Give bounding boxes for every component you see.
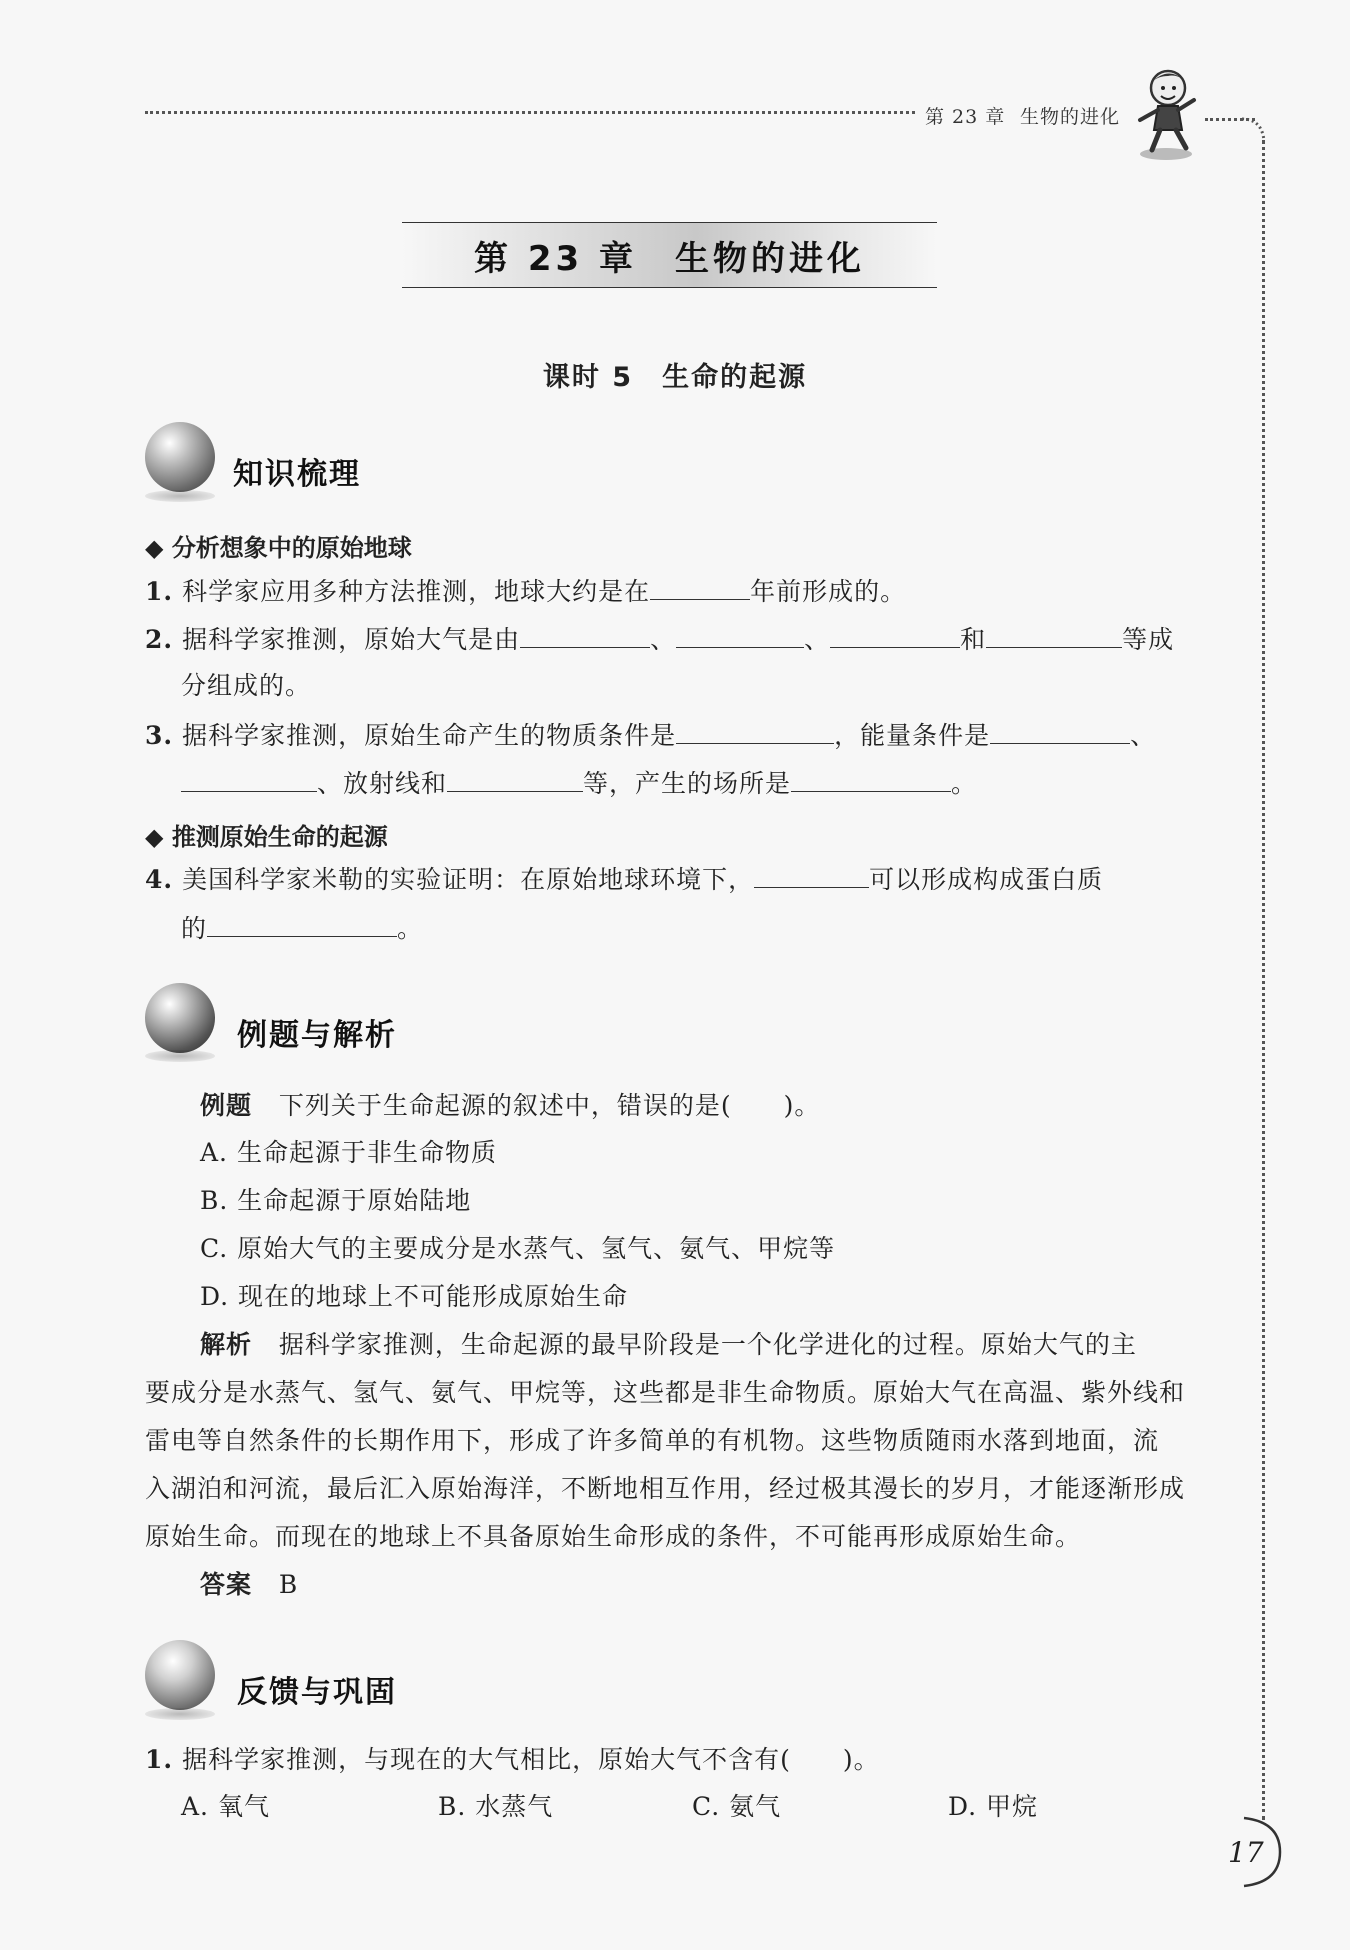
globe-icon bbox=[145, 422, 215, 492]
topic-heading-primitive-earth: ◆ 分析想象中的原始地球 bbox=[145, 534, 412, 562]
example-option-a: A. 生命起源于非生命物质 bbox=[200, 1138, 497, 1167]
question-text: 据科学家推测，与现在的大气相比，原始大气不含有( )。 bbox=[182, 1745, 880, 1774]
analysis-line-2: 要成分是水蒸气、氢气、氨气、甲烷等，这些都是非生命物质。原始大气在高温、紫外线和 bbox=[145, 1378, 1186, 1407]
running-header-title: 生物的进化 bbox=[1020, 106, 1121, 128]
question-text: 、放射线和 bbox=[317, 769, 448, 798]
question-2 bbox=[145, 624, 1174, 655]
answer-blank[interactable] bbox=[986, 624, 1122, 648]
analysis-label: 解析 bbox=[200, 1330, 253, 1359]
globe-shadow bbox=[145, 1708, 215, 1720]
chapter-title: 第 23 章 生物的进化 bbox=[474, 238, 865, 279]
answer-blank[interactable] bbox=[830, 624, 960, 648]
example-stem bbox=[200, 1091, 820, 1121]
question-4 bbox=[145, 864, 1103, 895]
example-option-c: C. 原始大气的主要成分是水蒸气、氢气、氨气、甲烷等 bbox=[200, 1234, 836, 1263]
section-title-knowledge: 知识梳理 bbox=[233, 457, 361, 492]
example-label: 例题 bbox=[200, 1091, 253, 1120]
answer-blank[interactable] bbox=[207, 913, 397, 937]
example-option-d: D. 现在的地球上不可能形成原始生命 bbox=[200, 1282, 629, 1311]
separator: 和 bbox=[960, 625, 987, 654]
example-question: 下列关于生命起源的叙述中，错误的是( )。 bbox=[278, 1091, 821, 1120]
example-option-b: B. 生命起源于原始陆地 bbox=[200, 1186, 472, 1215]
question-text: 。 bbox=[397, 914, 424, 943]
answer-blank[interactable] bbox=[791, 768, 951, 792]
answer-value: B bbox=[278, 1570, 299, 1599]
section-title-examples: 例题与解析 bbox=[237, 1018, 397, 1053]
topic-heading-origin-of-life: ◆ 推测原始生命的起源 bbox=[145, 823, 388, 851]
feedback-question-1 bbox=[145, 1745, 880, 1775]
question-text: 据科学家推测，原始生命产生的物质条件是 bbox=[182, 721, 677, 750]
answer-blank[interactable] bbox=[181, 768, 317, 792]
running-header-chapter: 第 23 章 bbox=[925, 106, 1006, 128]
answer-blank[interactable] bbox=[447, 768, 583, 792]
question-number: 1. bbox=[145, 577, 174, 606]
question-3-continued bbox=[181, 768, 977, 799]
analysis-line-5: 原始生命。而现在的地球上不具备原始生命形成的条件，不可能再形成原始生命。 bbox=[145, 1522, 1082, 1551]
question-3 bbox=[145, 720, 1156, 751]
lesson-title: 课时 5 生命的起源 bbox=[542, 362, 808, 393]
answer-blank[interactable] bbox=[676, 624, 804, 648]
question-text: 。 bbox=[951, 769, 978, 798]
question-text: 等成 bbox=[1122, 625, 1175, 654]
question-text: 美国科学家米勒的实验证明：在原始地球环境下， bbox=[182, 865, 755, 894]
question-text: 的 bbox=[181, 914, 208, 943]
header-dotted-rule bbox=[145, 111, 915, 114]
globe-icon bbox=[145, 983, 215, 1053]
question-number: 4. bbox=[145, 865, 174, 894]
question-number: 1. bbox=[145, 1745, 174, 1774]
answer-blank[interactable] bbox=[754, 864, 869, 888]
chapter-title-banner bbox=[402, 222, 937, 288]
question-4-continued bbox=[181, 913, 423, 944]
analysis-line-1 bbox=[200, 1330, 1137, 1360]
feedback-option-c: C. 氨气 bbox=[692, 1792, 782, 1821]
page-corner-curve bbox=[1240, 117, 1270, 147]
question-2-continued: 分组成的。 bbox=[181, 671, 312, 700]
analysis-text: 据科学家推测，生命起源的最早阶段是一个化学进化的过程。原始大气的主 bbox=[278, 1330, 1137, 1359]
question-text: 可以形成构成蛋白质 bbox=[869, 865, 1104, 894]
answer-blank[interactable] bbox=[520, 624, 650, 648]
page-number: 17 bbox=[1228, 1836, 1264, 1869]
topic-text: 分析想象中的原始地球 bbox=[171, 534, 412, 562]
separator: 、 bbox=[650, 625, 677, 654]
topic-text: 推测原始生命的起源 bbox=[171, 823, 388, 851]
question-text: 等，产生的场所是 bbox=[583, 769, 792, 798]
question-text: ，能量条件是 bbox=[834, 721, 991, 750]
answer-label: 答案 bbox=[200, 1570, 253, 1599]
cartoon-boy-icon bbox=[1128, 64, 1204, 162]
answer-blank[interactable] bbox=[676, 720, 834, 744]
answer-line bbox=[200, 1570, 298, 1600]
question-text: 据科学家推测，原始大气是由 bbox=[182, 625, 521, 654]
section-title-feedback: 反馈与巩固 bbox=[237, 1675, 397, 1710]
question-text: 年前形成的。 bbox=[750, 577, 907, 606]
analysis-line-4: 入湖泊和河流，最后汇入原始海洋，不断地相互作用，经过极其漫长的岁月，才能逐渐形成 bbox=[145, 1474, 1186, 1503]
globe-icon bbox=[145, 1640, 215, 1710]
globe-shadow bbox=[145, 490, 215, 502]
feedback-option-b: B. 水蒸气 bbox=[438, 1792, 554, 1821]
feedback-option-a: A. 氧气 bbox=[181, 1792, 270, 1821]
separator: 、 bbox=[804, 625, 831, 654]
analysis-line-3: 雷电等自然条件的长期作用下，形成了许多简单的有机物。这些物质随雨水落到地面，流 bbox=[145, 1426, 1160, 1455]
globe-shadow bbox=[145, 1050, 215, 1062]
question-text: 科学家应用多种方法推测，地球大约是在 bbox=[182, 577, 651, 606]
question-1 bbox=[145, 576, 906, 607]
question-number: 2. bbox=[145, 625, 174, 654]
answer-blank[interactable] bbox=[990, 720, 1130, 744]
feedback-option-d: D. 甲烷 bbox=[948, 1792, 1039, 1821]
separator: 、 bbox=[1130, 721, 1157, 750]
answer-blank[interactable] bbox=[650, 576, 750, 600]
question-number: 3. bbox=[145, 721, 174, 750]
